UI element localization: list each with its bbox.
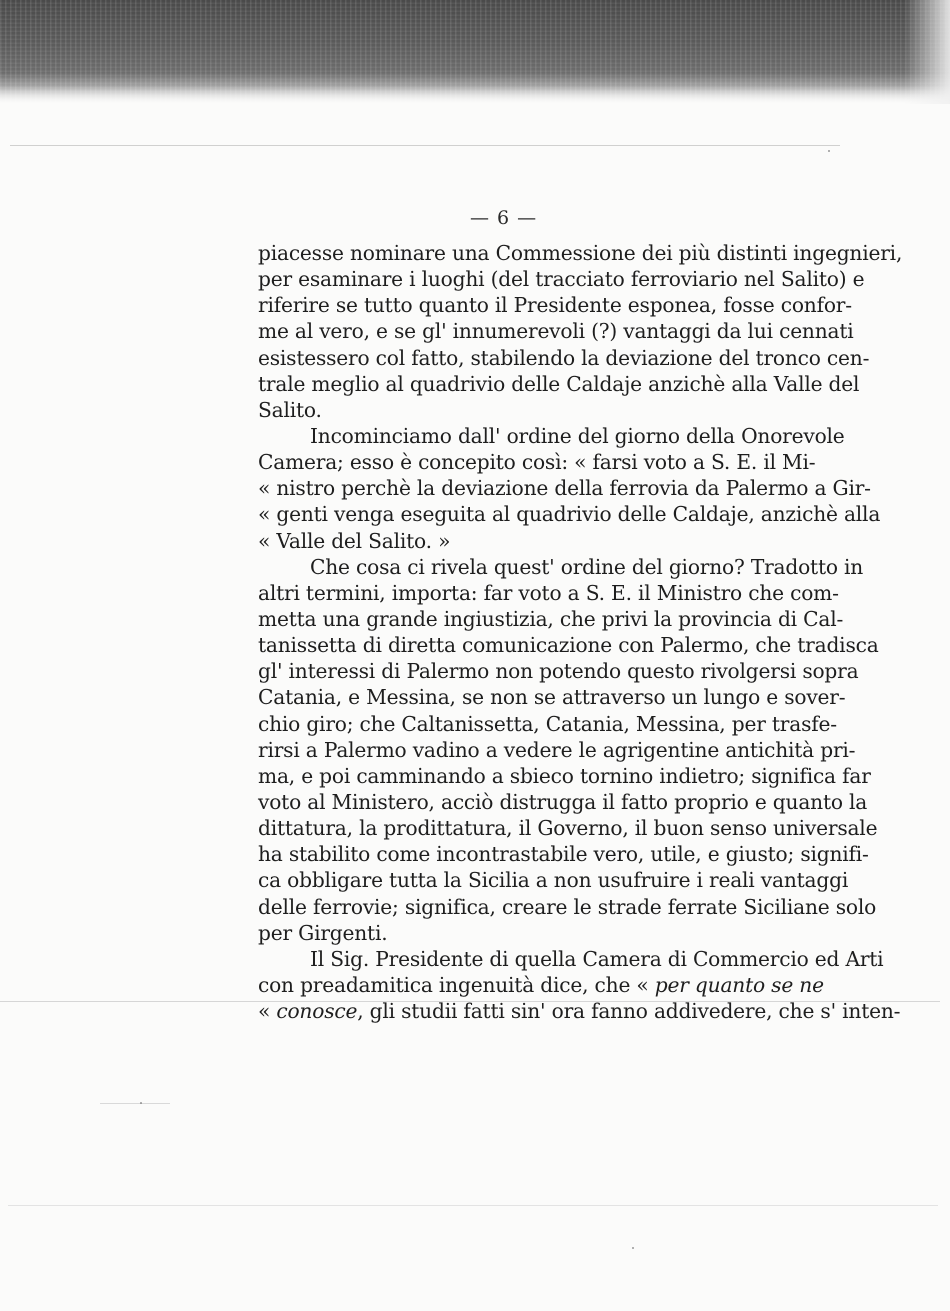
text-line: ha stabilito come incontrastabile vero, utile, e giusto; signifi-	[258, 842, 869, 867]
text-line: « Valle del Salito. »	[258, 528, 451, 553]
text-line: piacesse nominare una Commessione dei più distinti ingegnieri,	[258, 241, 903, 265]
scan-line	[8, 1205, 938, 1206]
text-italic-run: per quanto se ne	[654, 972, 824, 997]
text-italic-run: conosce	[276, 999, 358, 1024]
text-run: , gli studii fatti sin' ora fanno addivedere, che s' inten-	[357, 999, 901, 1024]
scan-edge	[904, 0, 950, 104]
text-line: chio giro; che Caltanissetta, Catania, Messina, per trasfe-	[258, 711, 837, 736]
text-line: rirsi a Palermo vadino a vedere le agrigentine antichità pri-	[258, 737, 856, 762]
text-line: ma, e poi camminando a sbieco tornino indietro; significa far	[258, 763, 871, 788]
text-line: Catania, e Messina, se non se attraverso un lungo e sover-	[258, 685, 846, 710]
text-line: metta una grande ingiustizia, che privi la provincia di Cal-	[258, 606, 844, 631]
scan-line	[10, 145, 840, 146]
text-line: Il Sig. Presidente di quella Camera di Commercio ed Arti	[310, 946, 884, 971]
text-line: altri termini, importa: far voto a S. E. il Ministro che com-	[258, 580, 839, 605]
text-line: per esaminare i luoghi (del tracciato ferroviario nel Salito) e	[258, 267, 865, 292]
text-line: trale meglio al quadrivio delle Caldaje anzichè alla Valle del	[258, 371, 860, 396]
text-line: delle ferrovie; significa, creare le strade ferrate Siciliane solo	[258, 894, 877, 919]
text-line: « genti venga eseguita al quadrivio delle Caldaje, anzichè alla	[258, 502, 881, 527]
text-line: « nistro perchè la deviazione della ferrovia da Palermo a Gir-	[258, 476, 871, 501]
scan-line	[100, 1103, 170, 1104]
text-line: gl' interessi di Palermo non potendo questo rivolgersi sopra	[258, 659, 859, 684]
text-run: «	[258, 999, 277, 1024]
text-line: ca obbligare tutta la Sicilia a non usufruire i reali vantaggi	[258, 868, 849, 893]
text-line: Camera; esso è concepito così: « farsi voto a S. E. il Mi-	[258, 450, 816, 475]
text-line: Che cosa ci rivela quest' ordine del giorno? Tradotto in	[310, 554, 864, 579]
text-line: voto al Ministero, acciò distrugga il fatto proprio e quanto la	[258, 789, 868, 814]
text-line: esistessero col fatto, stabilendo la deviazione del tronco cen-	[258, 345, 870, 370]
text-line: riferire se tutto quanto il Presidente esponea, fosse confor-	[258, 293, 852, 318]
text-line: per Girgenti.	[258, 920, 388, 945]
text-run: con preadamitica ingenuità dice, che «	[258, 972, 655, 997]
scan-speck	[828, 150, 830, 152]
page-number: — 6 —	[470, 207, 538, 229]
text-line: dittatura, la prodittatura, il Governo, il buon senso universale	[258, 816, 878, 841]
scan-dark-band	[0, 0, 950, 104]
text-line: me al vero, e se gl' innumerevoli (?) vantaggi da lui cennati	[258, 319, 854, 344]
text-line	[258, 972, 824, 998]
text-line: Incominciamo dall' ordine del giorno della Onorevole	[310, 423, 845, 448]
text-line: Salito.	[258, 397, 322, 422]
body-text	[258, 240, 903, 1024]
scan-speck	[140, 1102, 142, 1104]
scan-speck	[632, 1247, 634, 1249]
text-line	[258, 998, 901, 1024]
text-line: tanissetta di diretta comunicazione con Palermo, che tradisca	[258, 633, 879, 658]
